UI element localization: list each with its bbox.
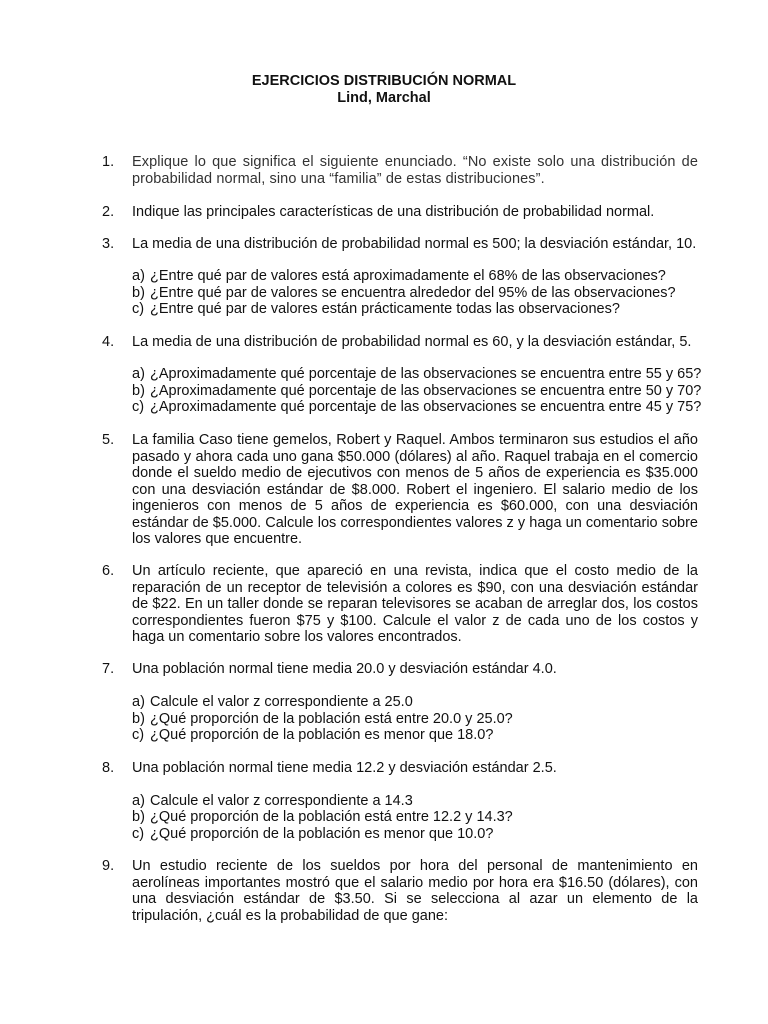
sub-item-text: ¿Entre qué par de valores se encuentra alrededor del 95% de las observaciones? (150, 285, 676, 301)
question-text: Indique las principales características de una distribución de probabilidad normal. (132, 204, 655, 220)
sub-item-text: ¿Qué proporción de la población es menor que 18.0? (150, 727, 494, 743)
sub-item-text: ¿Aproximadamente qué porcentaje de las observaciones se encuentra entre 45 y 75? (150, 399, 702, 415)
sub-item-text: ¿Aproximadamente qué porcentaje de las observaciones se encuentra entre 55 y 65? (150, 366, 702, 382)
sub-item-label: c) (132, 399, 145, 415)
sub-item-label: c) (132, 826, 145, 842)
question-number: 8. (102, 760, 115, 776)
document-title: EJERCICIOS DISTRIBUCIÓN NORMAL (251, 73, 517, 89)
question-number: 9. (102, 858, 115, 874)
question-number: 3. (102, 236, 115, 252)
question-text: Una población normal tiene media 20.0 y desviación estándar 4.0. (132, 661, 557, 677)
sub-item-label: a) (132, 366, 145, 382)
question-text: Un estudio reciente de los sueldos por hora del personal de mantenimiento en aerolíneas importantes mostró que el salario medio por hora era $16.50 (dólares), con una desviación estándar de $3.50. Si se selecciona al azar un elemento de la tripulación, ¿cuál es la probabilidad de que gane: (132, 858, 698, 924)
sub-item-label: a) (132, 694, 145, 710)
question-text: Una población normal tiene media 12.2 y desviación estándar 2.5. (132, 760, 557, 776)
sub-item-label: b) (132, 285, 145, 301)
question-text: La media de una distribución de probabilidad normal es 60, y la desviación estándar, 5. (132, 334, 692, 350)
sub-item-text: ¿Qué proporción de la población está entre 20.0 y 25.0? (150, 711, 513, 727)
question-text: Un artículo reciente, que apareció en una revista, indica que el costo medio de la reparación de un receptor de televisión a colores es $90, con una desviación estándar de $22. En un taller donde se reparan televisores se acaban de arreglar dos, los costos correspondientes fueron $75 y $100. Calcule el valor z de cada uno de los costos y haga un comentario sobre los valores encontrados. (132, 563, 698, 645)
question-number: 7. (102, 661, 115, 677)
sub-item-label: b) (132, 711, 145, 727)
document-author: Lind, Marchal (337, 90, 431, 106)
question-number: 1. (102, 154, 115, 170)
question-text: La familia Caso tiene gemelos, Robert y Raquel. Ambos terminaron sus estudios el año pasado y ahora cada uno gana $50.000 (dólares) al año. Raquel trabaja en el comercio donde el sueldo medio de ejecutivos con menos de 5 años de experiencia es $35.000 con una desviación estándar de $8.000. Robert el ingeniero. El salario medio de los ingenieros con menos de 5 años de experiencia es $60.000, con una desviación estándar de $5.000. Calcule los correspondientes valores z y haga un comentario sobre los valores que encuentre. (132, 432, 698, 547)
question-text: Explique lo que significa el siguiente enunciado. “No existe solo una distribución de probabilidad normal, sino una “familia” de estas distribuciones”. (132, 154, 698, 187)
sub-item-label: c) (132, 301, 145, 317)
question-text: La media de una distribución de probabilidad normal es 500; la desviación estándar, 10. (132, 236, 697, 252)
sub-item-text: ¿Entre qué par de valores está aproximadamente el 68% de las observaciones? (150, 268, 666, 284)
sub-item-text: ¿Aproximadamente qué porcentaje de las observaciones se encuentra entre 50 y 70? (150, 383, 702, 399)
sub-item-label: b) (132, 809, 145, 825)
sub-item-label: b) (132, 383, 145, 399)
question-number: 6. (102, 563, 115, 579)
sub-item-text: ¿Qué proporción de la población está entre 12.2 y 14.3? (150, 809, 513, 825)
sub-item-text: ¿Qué proporción de la población es menor que 10.0? (150, 826, 494, 842)
sub-item-label: a) (132, 793, 145, 809)
sub-item-label: c) (132, 727, 145, 743)
sub-item-text: ¿Entre qué par de valores están prácticamente todas las observaciones? (150, 301, 620, 317)
sub-item-text: Calcule el valor z correspondiente a 25.0 (150, 694, 413, 710)
sub-item-text: Calcule el valor z correspondiente a 14.3 (150, 793, 413, 809)
sub-item-label: a) (132, 268, 145, 284)
question-number: 2. (102, 204, 115, 220)
question-number: 5. (102, 432, 115, 448)
question-number: 4. (102, 334, 115, 350)
